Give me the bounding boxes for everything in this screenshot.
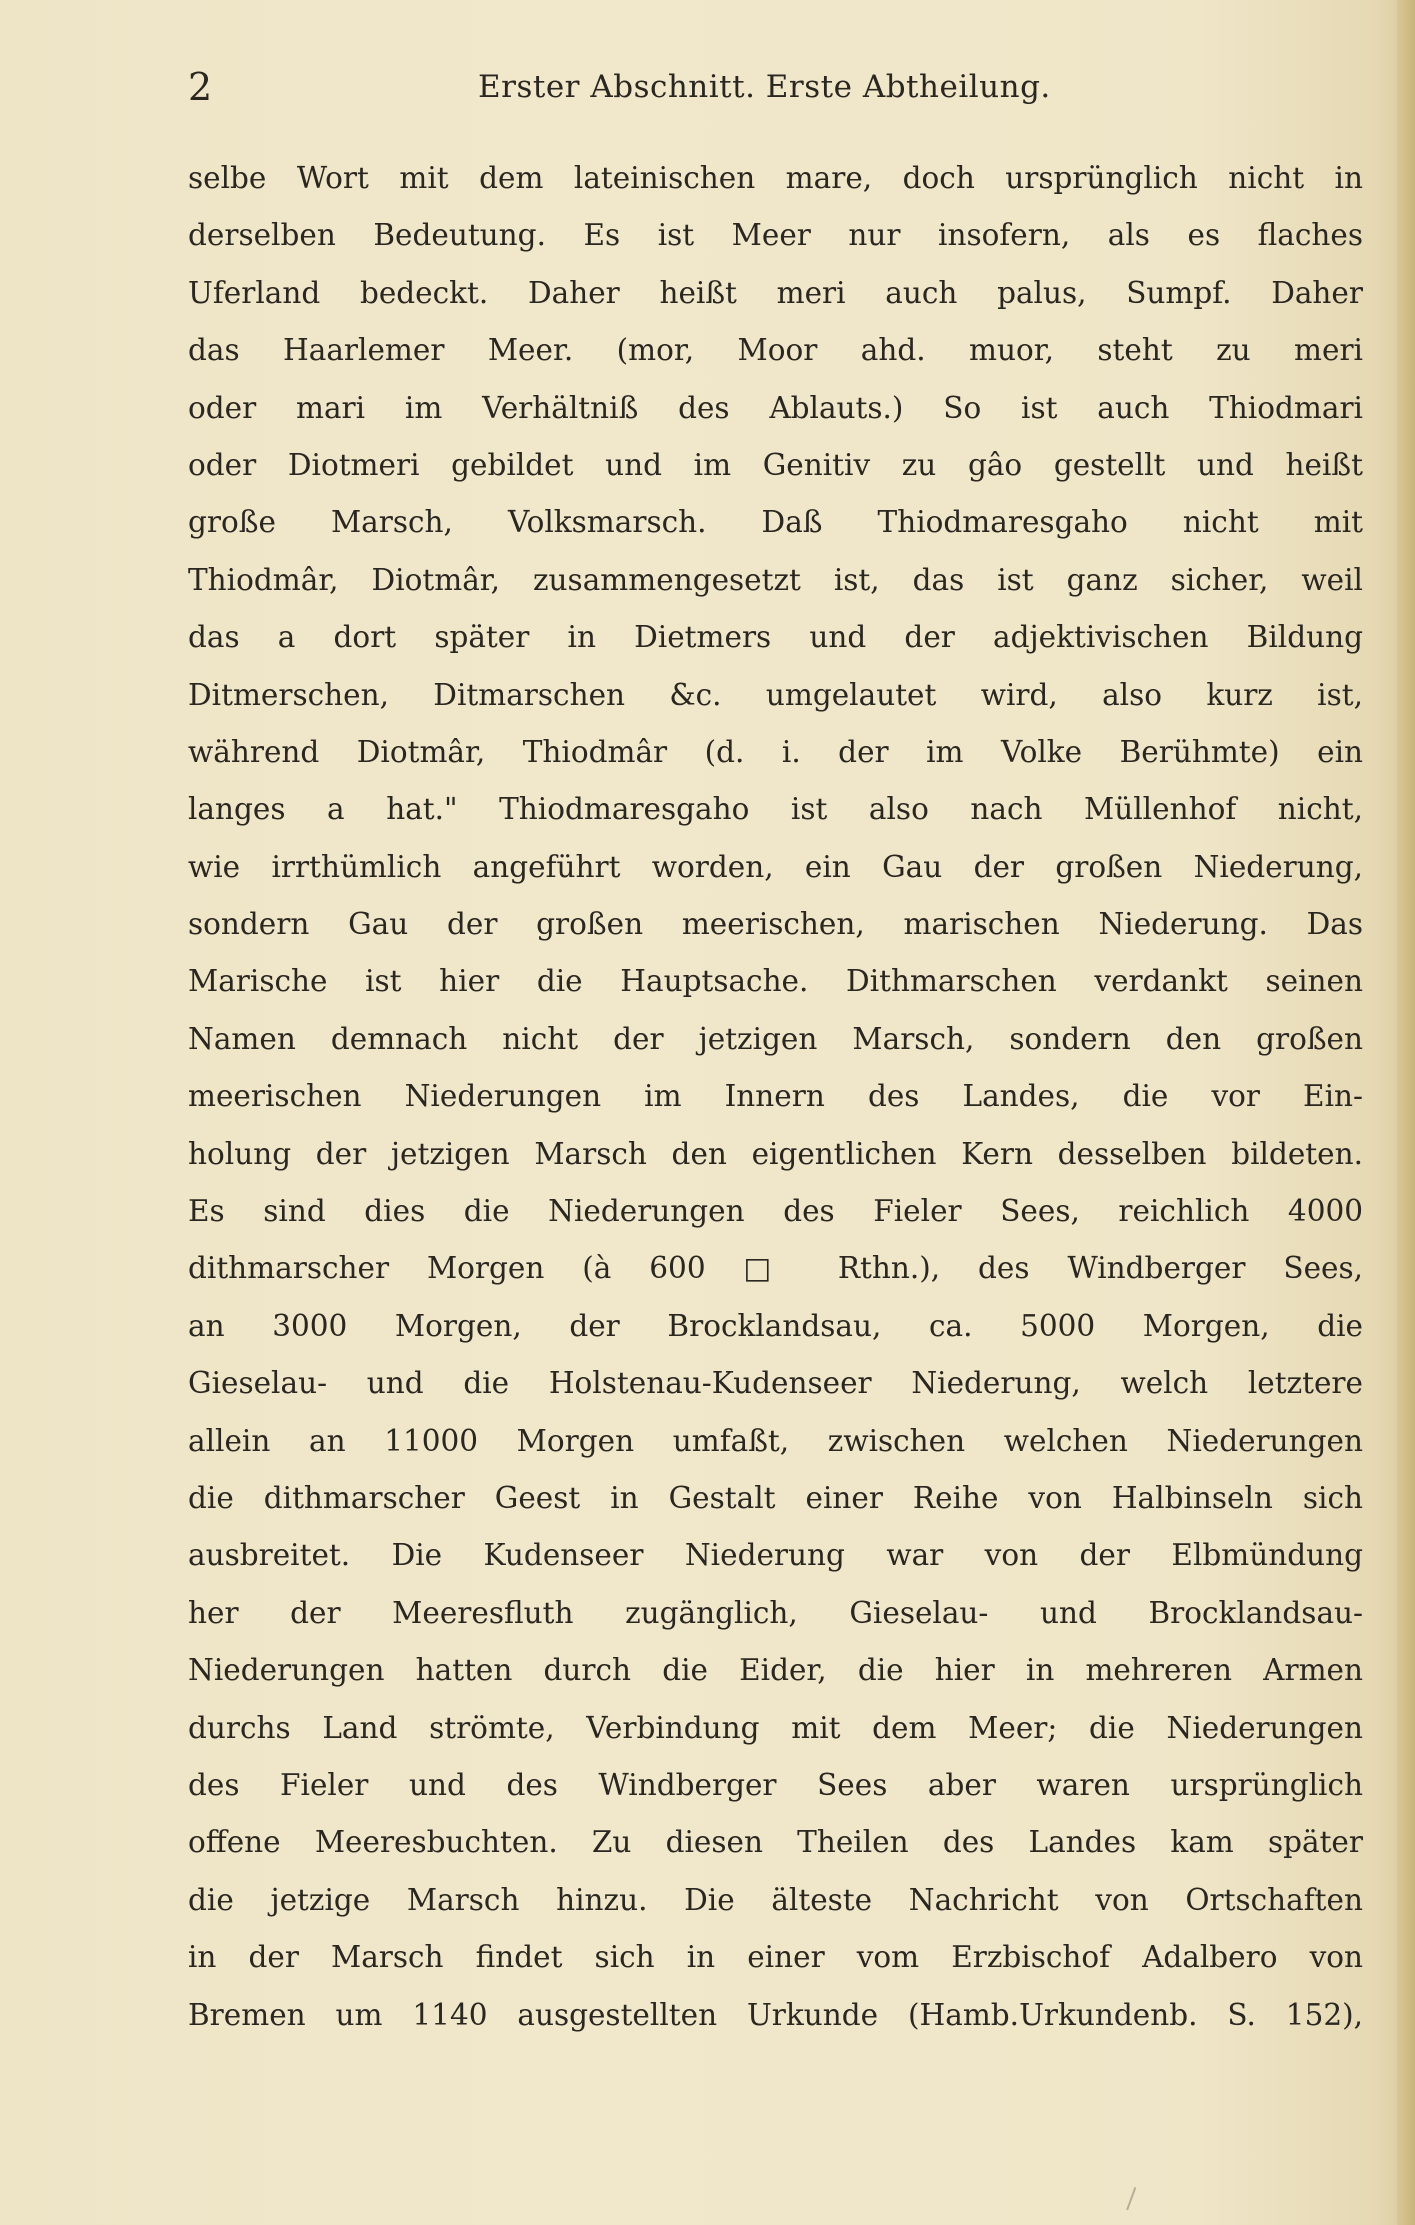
text-line: Uferland bedeckt. Daher heißt meri auch palus, Sumpf. Daher bbox=[188, 275, 1363, 310]
body-text bbox=[188, 150, 1363, 2044]
text-line: Gieselau- und die Holstenau-Kudenseer Niederung, welch letztere bbox=[188, 1366, 1363, 1401]
text-line: oder Diotmeri gebildet und im Genitiv zu gâo gestellt und heißt bbox=[188, 447, 1363, 482]
text-line: die jetzige Marsch hinzu. Die älteste Nachricht von Ortschaften bbox=[188, 1882, 1363, 1917]
text-line: wie irrthümlich angeführt worden, ein Gau der großen Niederung, bbox=[188, 849, 1363, 884]
text-line: ausbreitet. Die Kudenseer Niederung war von der Elbmündung bbox=[188, 1538, 1363, 1573]
text-line: dithmarscher Morgen (à 600 □ Rthn.), des Windberger Sees, bbox=[188, 1251, 1363, 1286]
text-line: Namen demnach nicht der jetzigen Marsch, sondern den großen bbox=[188, 1021, 1363, 1056]
text-line: Marische ist hier die Hauptsache. Dithmarschen verdankt seinen bbox=[188, 964, 1363, 999]
text-line: derselben Bedeutung. Es ist Meer nur insofern, als es flaches bbox=[188, 218, 1363, 253]
text-line: das Haarlemer Meer. (mor, Moor ahd. muor, steht zu meri bbox=[188, 333, 1363, 368]
text-line: an 3000 Morgen, der Brocklandsau, ca. 5000 Morgen, die bbox=[188, 1308, 1363, 1343]
text-line: des Fieler und des Windberger Sees aber waren ursprünglich bbox=[188, 1767, 1363, 1802]
text-line: allein an 11000 Morgen umfaßt, zwischen welchen Niederungen bbox=[188, 1423, 1363, 1458]
text-line: langes a hat." Thiodmaresgaho ist also nach Müllenhof nicht, bbox=[188, 792, 1363, 827]
text-line: Bremen um 1140 ausgestellten Urkunde (Hamb.Urkundenb. S. 152), bbox=[188, 1997, 1363, 2032]
text-line: offene Meeresbuchten. Zu diesen Theilen des Landes kam später bbox=[188, 1825, 1363, 1860]
page-header bbox=[188, 62, 1228, 112]
page-number: 2 bbox=[188, 65, 213, 109]
text-line: Ditmerschen, Ditmarschen &c. umgelautet wird, also kurz ist, bbox=[188, 677, 1363, 712]
text-line: sondern Gau der großen meerischen, marischen Niederung. Das bbox=[188, 907, 1363, 942]
text-line: Niederungen hatten durch die Eider, die hier in mehreren Armen bbox=[188, 1653, 1363, 1688]
text-line: meerischen Niederungen im Innern des Landes, die vor Ein- bbox=[188, 1079, 1363, 1114]
text-line: während Diotmâr, Thiodmâr (d. i. der im Volke Berühmte) ein bbox=[188, 734, 1363, 769]
text-line: die dithmarscher Geest in Gestalt einer Reihe von Halbinseln sich bbox=[188, 1480, 1363, 1515]
text-line: Es sind dies die Niederungen des Fieler Sees, reichlich 4000 bbox=[188, 1194, 1363, 1229]
text-line: selbe Wort mit dem lateinischen mare, doch ursprünglich nicht in bbox=[188, 161, 1363, 195]
text-line: Thiodmâr, Diotmâr, zusammengesetzt ist, das ist ganz sicher, weil bbox=[188, 562, 1363, 597]
page-edge-shadow bbox=[1397, 0, 1415, 2225]
text-line: oder mari im Verhältniß des Ablauts.) So ist auch Thiodmari bbox=[188, 390, 1363, 425]
text-line: holung der jetzigen Marsch den eigentlichen Kern desselben bildeten. bbox=[188, 1136, 1363, 1171]
text-line: durchs Land strömte, Verbindung mit dem Meer; die Niederungen bbox=[188, 1710, 1363, 1745]
text-line: in der Marsch findet sich in einer vom Erzbischof Adalbero von bbox=[188, 1940, 1363, 1975]
running-head: Erster Abschnitt. Erste Abtheilung. bbox=[478, 69, 1051, 105]
text-line: das a dort später in Dietmers und der adjektivischen Bildung bbox=[188, 620, 1363, 655]
text-line: her der Meeresfluth zugänglich, Gieselau- und Brocklandsau- bbox=[188, 1595, 1363, 1630]
text-line: große Marsch, Volksmarsch. Daß Thiodmaresgaho nicht mit bbox=[188, 505, 1363, 540]
